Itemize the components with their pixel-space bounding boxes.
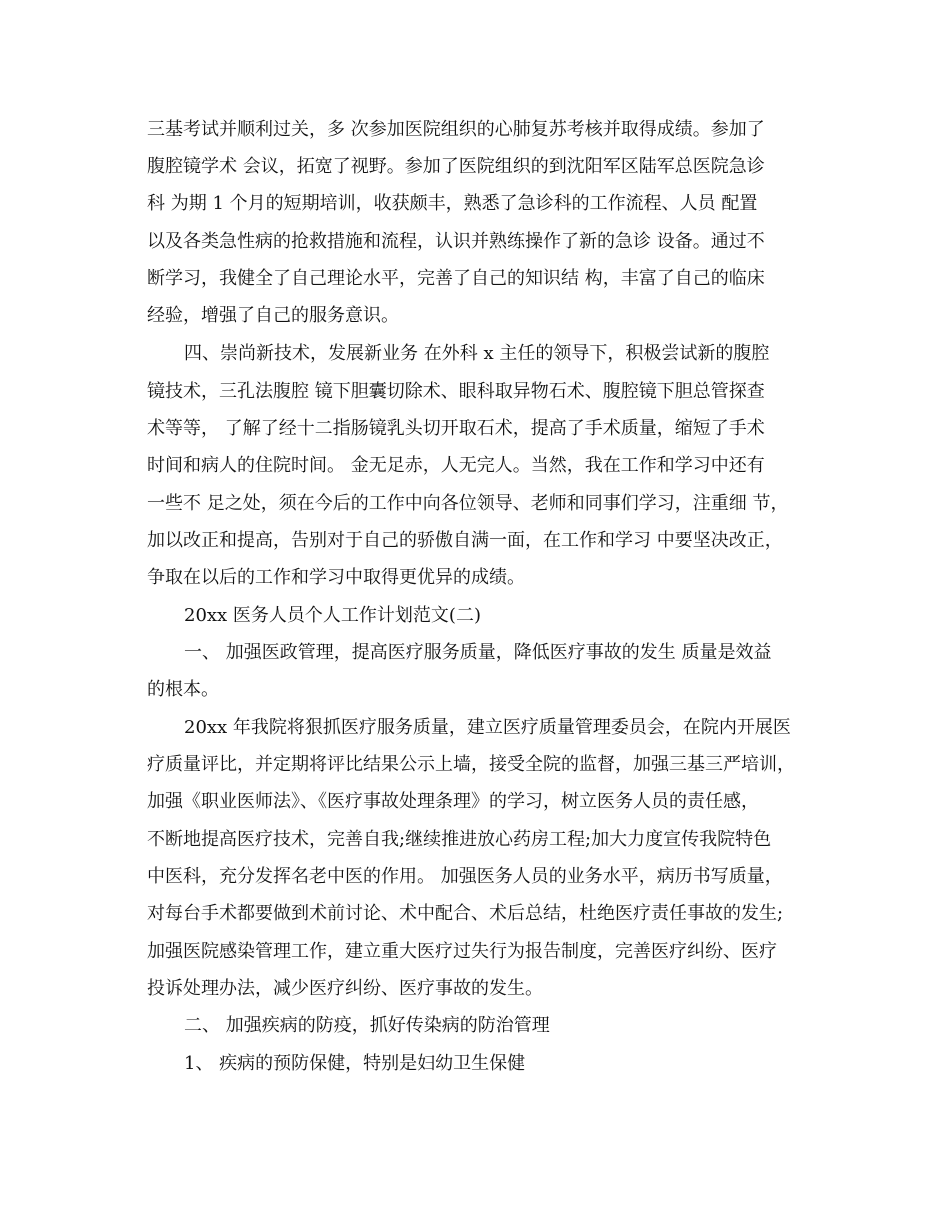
text-line: 断学习，我健全了自己理论水平，完善了自己的知识结 构，丰富了自己的临床 (147, 268, 765, 289)
text-line: 一、 加强医政管理，提高医疗服务质量，降低医疗事故的发生 质量是效益 (184, 642, 772, 663)
text-line: 1、 疾病的预防保健，特别是妇幼卫生保健 (184, 1053, 526, 1074)
text-line: 加以改正和提高，告别对于自己的骄傲自满一面，在工作和学习 中要坚决改正， (147, 530, 783, 551)
text-line: 四、崇尚新技术，发展新业务 在外科 x 主任的领导下，积极尝试新的腹腔 (184, 343, 770, 364)
text-line: 加强《职业医师法》、《医疗事故处理条理》的学习，树立医务人员的责任感， (147, 791, 759, 812)
text-line: 投诉处理办法，减少医疗纠纷、医疗事故的发生。 (147, 978, 543, 999)
text-line: 不断地提高医疗技术，完善自我;继续推进放心药房工程;加大力度宣传我院特色 (147, 829, 772, 850)
text-line: 三基考试并顺利过关，多 次参加医院组织的心肺复苏考核并取得成绩。参加了 (147, 119, 765, 140)
text-line: 一些不 足之处，须在今后的工作中向各位领导、老师和同事们学习，注重细 节， (147, 493, 789, 514)
text-line: 对每台手术都要做到术前讨论、术中配合、术后总结，杜绝医疗责任事故的发生; (147, 903, 784, 924)
text-line: 加强医院感染管理工作，建立重大医疗过失行为报告制度，完善医疗纠纷、医疗 (147, 941, 777, 962)
text-line: 20xx 年我院将狠抓医疗服务质量，建立医疗质量管理委员会，在院内开展医 (184, 717, 791, 738)
text-line: 中医科，充分发挥名老中医的作用。 加强医务人员的业务水平，病历书写质量， (147, 866, 783, 887)
text-line: 疗质量评比，并定期将评比结果公示上墙，接受全院的监督，加强三基三严培训， (147, 754, 795, 775)
text-line: 科 为期 1 个月的短期培训，收获颇丰，熟悉了急诊科的工作流程、人员 配置 (147, 193, 758, 214)
text-line: 的根本。 (147, 679, 219, 700)
text-line: 术等等， 了解了经十二指肠镜乳头切开取石术，提高了手术质量，缩短了手术 (147, 418, 765, 439)
text-line: 争取在以后的工作和学习中取得更优异的成绩。 (147, 567, 525, 588)
text-line: 经验，增强了自己的服务意识。 (147, 305, 399, 326)
text-line: 二、 加强疾病的防疫，抓好传染病的防治管理 (184, 1015, 550, 1036)
text-line: 以及各类急性病的抢救措施和流程，认识并熟练操作了新的急诊 设备。通过不 (147, 231, 765, 252)
text-line: 时间和病人的住院时间。 金无足赤，人无完人。当然，我在工作和学习中还有 (147, 455, 765, 476)
section-heading: 20xx 医务人员个人工作计划范文(二) (184, 605, 481, 626)
text-line: 镜技术，三孔法腹腔 镜下胆囊切除术、眼科取异物石术、腹腔镜下胆总管探查 (147, 381, 765, 402)
text-line: 腹腔镜学术 会议，拓宽了视野。参加了医院组织的到沈阳军区陆军总医院急诊 (147, 156, 765, 177)
